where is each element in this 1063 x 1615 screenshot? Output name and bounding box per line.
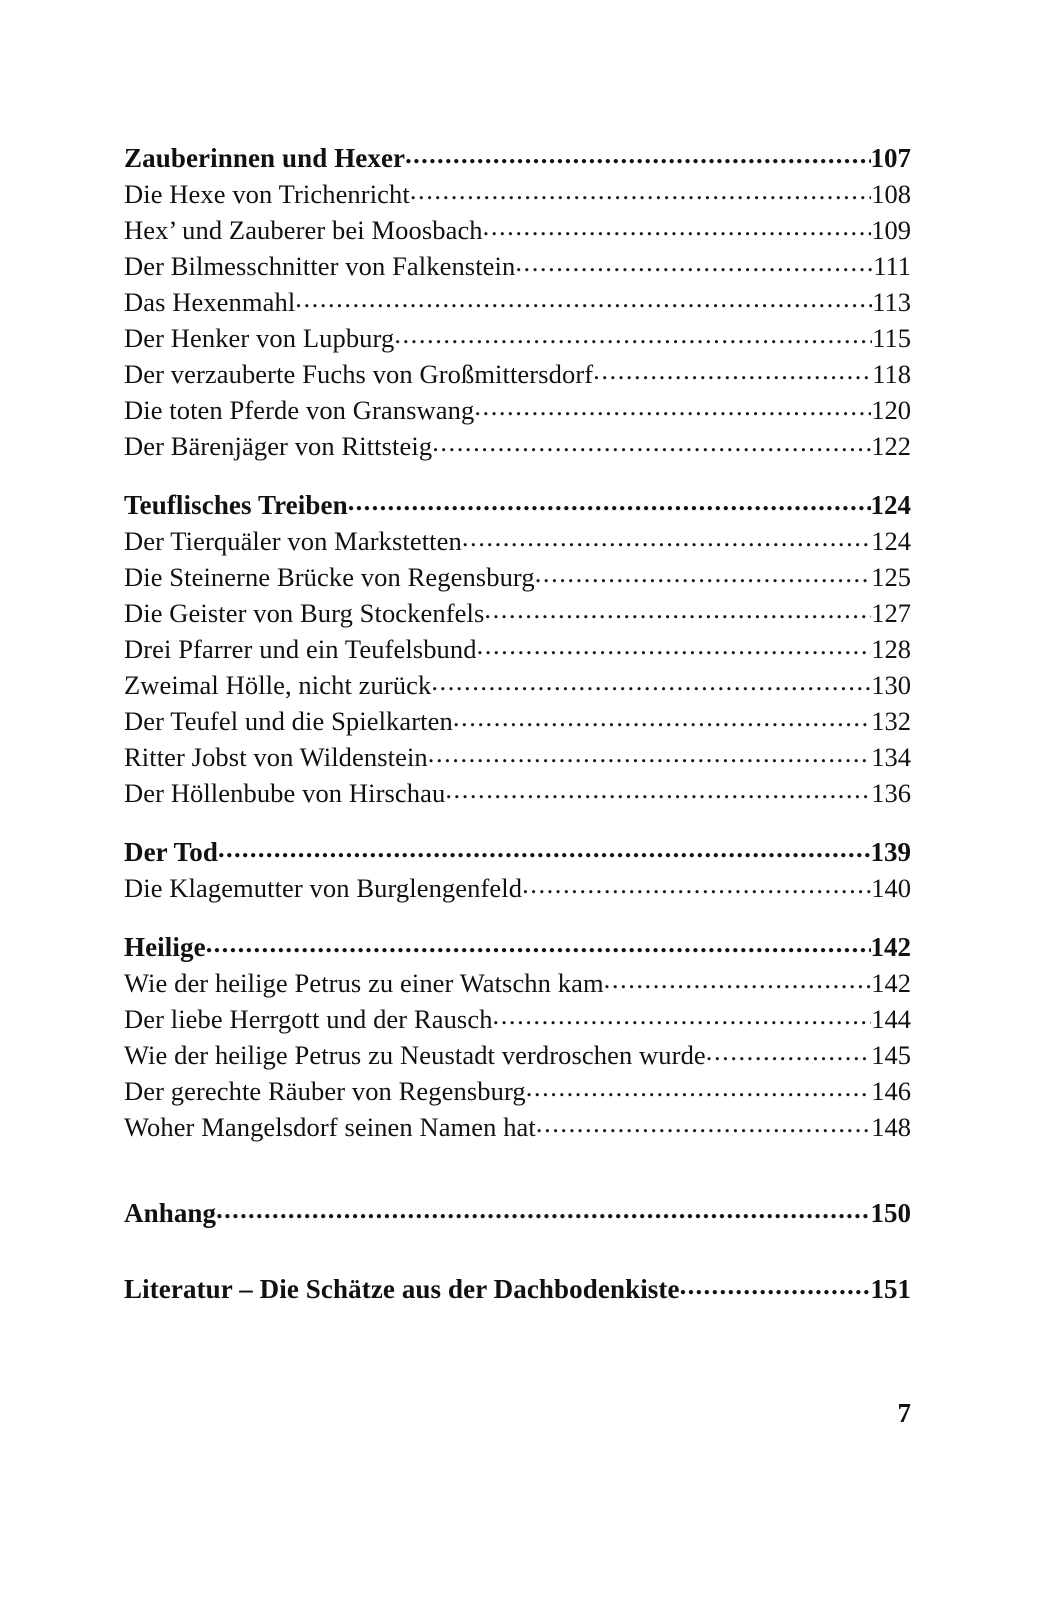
toc-entry-page-number: 151 [870,1274,911,1304]
toc-entry-page-number: 140 [871,873,911,903]
toc-entry-title: Heilige [124,932,206,962]
toc-item-row[interactable] [124,176,911,212]
toc-entry-title: Zweimal Hölle, nicht zurück [124,670,432,700]
toc-dot-leader [462,524,871,551]
toc-entry-title: Die Hexe von Trichenricht [124,179,410,209]
toc-entry-list [124,140,911,1307]
toc-entry-page-number: 142 [870,932,911,962]
toc-item-row[interactable] [124,870,911,906]
toc-entry-title: Der Bilmesschnitter von Falkenstein [124,251,516,281]
toc-entry-page-number: 107 [870,143,911,173]
toc-item-row[interactable] [124,965,911,1001]
toc-dot-leader [593,357,872,384]
toc-dot-leader [477,632,872,659]
toc-dot-leader [484,596,871,623]
toc-dot-leader [526,1074,872,1101]
toc-item-row[interactable] [124,631,911,667]
toc-dot-leader [522,871,871,898]
toc-dot-leader [680,1271,871,1298]
toc-dot-leader [706,1038,871,1065]
toc-entry-page-number: 113 [872,287,911,317]
toc-entry-title: Das Hexenmahl [124,287,296,317]
toc-item-row[interactable] [124,320,911,356]
toc-item-row[interactable] [124,703,911,739]
toc-entry-title: Ritter Jobst von Wildenstein [124,742,428,772]
toc-entry-title: Die Klagemutter von Burglengenfeld [124,873,523,903]
toc-dot-leader [483,213,872,240]
toc-dot-leader [493,1002,872,1029]
toc-item-row[interactable] [124,1037,911,1073]
toc-item-row[interactable] [124,392,911,428]
page-folio: 7 [897,1398,911,1428]
toc-entry-page-number: 144 [871,1004,911,1034]
toc-dot-leader [536,1110,871,1137]
toc-entry-page-number: 134 [871,742,911,772]
toc-item-row[interactable] [124,428,911,464]
toc-dot-leader [453,704,871,731]
toc-entry-page-number: 132 [871,706,911,736]
toc-entry-page-number: 111 [873,251,911,281]
toc-item-row[interactable] [124,1109,911,1145]
toc-section-row[interactable] [124,140,911,176]
toc-entry-title: Der Teufel und die Spielkarten [124,706,453,736]
toc-entry-page-number: 125 [871,562,911,592]
toc-entry-page-number: 136 [871,778,911,808]
toc-entry-page-number: 108 [871,179,911,209]
toc-dot-leader [218,834,871,861]
toc-entry-title: Der Tod [124,837,218,867]
toc-item-row[interactable] [124,356,911,392]
toc-entry-page-number: 120 [871,395,911,425]
toc-dot-leader [394,321,872,348]
toc-entry-title: Wie der heilige Petrus zu einer Watschn kam [124,968,604,998]
toc-entry-page-number: 145 [871,1040,911,1070]
toc-item-row[interactable] [124,1073,911,1109]
toc-dot-leader [405,140,870,167]
toc-entry-title: Der liebe Herrgott und der Rausch [124,1004,493,1034]
toc-item-row[interactable] [124,775,911,811]
toc-dot-leader [428,740,871,767]
toc-entry-title: Woher Mangelsdorf seinen Namen hat [124,1112,536,1142]
toc-entry-title: Der gerechte Räuber von Regensburg [124,1076,526,1106]
toc-entry-page-number: 118 [872,359,911,389]
toc-section-row[interactable] [124,1195,911,1231]
toc-entry-title: Der Henker von Lupburg [124,323,395,353]
toc-dot-leader [295,285,872,312]
toc-entry-page-number: 150 [870,1198,911,1228]
toc-entry-page-number: 124 [871,526,911,556]
toc-item-row[interactable] [124,667,911,703]
toc-dot-leader [535,560,872,587]
toc-item-row[interactable] [124,212,911,248]
toc-item-row[interactable] [124,739,911,775]
toc-item-row[interactable] [124,248,911,284]
toc-entry-title: Drei Pfarrer und ein Teufelsbund [124,634,477,664]
toc-item-row[interactable] [124,523,911,559]
toc-entry-title: Der verzauberte Fuchs von Großmittersdorf [124,359,594,389]
toc-dot-leader [474,393,871,420]
toc-dot-leader [431,668,871,695]
toc-section-row[interactable] [124,834,911,870]
toc-entry-title: Zauberinnen und Hexer [124,143,406,173]
toc-entry-page-number: 127 [871,598,911,628]
toc-dot-leader [410,177,871,204]
toc-entry-page-number: 124 [870,490,911,520]
toc-entry-page-number: 115 [872,323,911,353]
toc-dot-leader [604,966,872,993]
toc-section-row[interactable] [124,1271,911,1307]
toc-section-row[interactable] [124,929,911,965]
toc-dot-leader [445,776,871,803]
toc-entry-title: Der Tierquäler von Markstetten [124,526,462,556]
toc-dot-leader [348,487,871,514]
toc-entry-page-number: 146 [871,1076,911,1106]
toc-entry-page-number: 148 [871,1112,911,1142]
toc-entry-page-number: 139 [870,837,911,867]
toc-entry-title: Die Geister von Burg Stockenfels [124,598,485,628]
toc-dot-leader [432,429,871,456]
toc-entry-page-number: 130 [871,670,911,700]
toc-entry-title: Die toten Pferde von Granswang [124,395,475,425]
toc-entry-page-number: 122 [871,431,911,461]
toc-entry-title: Hex’ und Zauberer bei Moosbach [124,215,483,245]
toc-entry-page-number: 109 [871,215,911,245]
toc-entry-title: Literatur – Die Schätze aus der Dachbodenkiste [124,1274,680,1304]
toc-entry-page-number: 128 [871,634,911,664]
toc-entry-title: Der Höllenbube von Hirschau [124,778,446,808]
toc-item-row[interactable] [124,595,911,631]
toc-item-row[interactable] [124,559,911,595]
toc-entry-title: Anhang [124,1198,217,1228]
toc-dot-leader [216,1195,870,1222]
toc-item-row[interactable] [124,284,911,320]
toc-entry-title: Wie der heilige Petrus zu Neustadt verdroschen wurde [124,1040,706,1070]
toc-entry-title: Die Steinerne Brücke von Regensburg [124,562,535,592]
toc-entry-title: Der Bärenjäger von Rittsteig [124,431,433,461]
toc-entry-page-number: 142 [871,968,911,998]
toc-section-row[interactable] [124,487,911,523]
toc-dot-leader [206,929,871,956]
toc-item-row[interactable] [124,1001,911,1037]
toc-entry-title: Teuflisches Treiben [124,490,348,520]
toc-dot-leader [515,249,873,276]
